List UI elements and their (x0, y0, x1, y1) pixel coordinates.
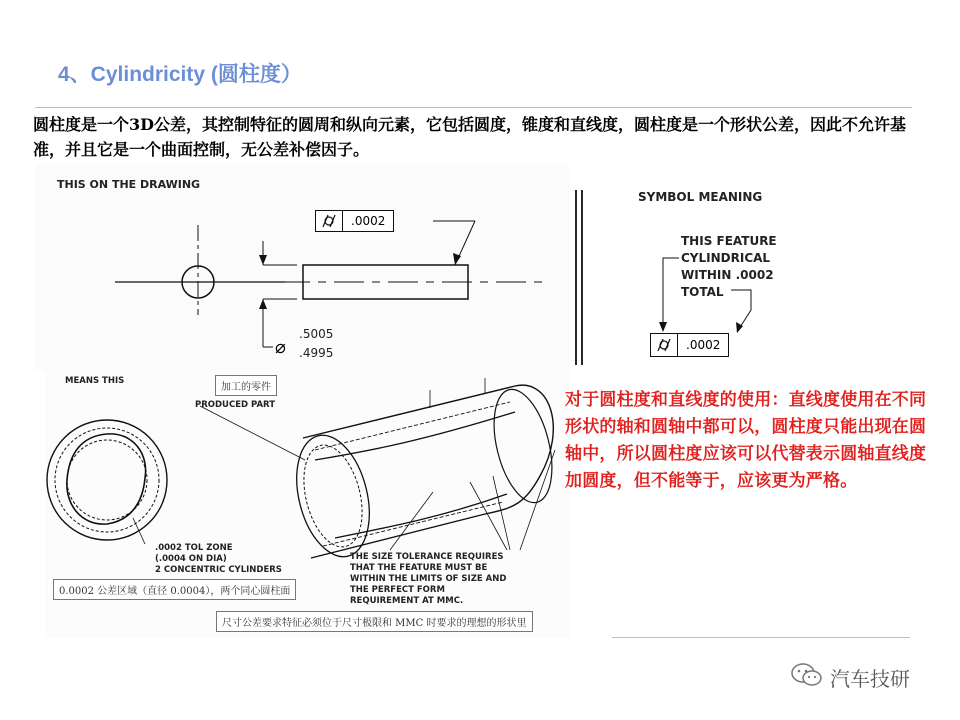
symbol-line-1: THIS FEATURE (681, 234, 777, 248)
size-req-line-5: REQUIREMENT AT MMC. (350, 596, 464, 606)
intro-paragraph: 圆柱度是一个3D公差，其控制特征的圆周和纵向元素，它包括圆度，锥度和直线度，圆柱度是一个形状公差，因此不允许基准，并且它是一个曲面控制，无公差补偿因子。 (33, 115, 907, 159)
cylindricity-symbol-icon (316, 211, 343, 231)
size-req-line-2: THAT THE FEATURE MUST BE (350, 563, 488, 573)
diameter-symbol-icon: ⌀ (275, 337, 286, 358)
drawing-fcf-value: .0002 (351, 214, 386, 228)
drawing-heading: THIS ON THE DRAWING (57, 178, 201, 191)
produced-part-cn: 加工的零件 (215, 375, 277, 396)
symbol-meaning-panel (595, 180, 795, 360)
section-separator (573, 190, 585, 365)
symbol-line-4: TOTAL (681, 285, 724, 299)
tol-zone-line-2: (.0004 ON DIA) (155, 554, 227, 564)
tol-zone-line-1: .0002 TOL ZONE (155, 543, 233, 553)
wechat-icon (790, 662, 824, 693)
tol-zone-cn: 0.0002 公差区域（直径 0.0004），两个同心圆柱面 (53, 579, 296, 600)
watermark-text: 汽车技研 (830, 667, 910, 691)
drawing-panel (35, 165, 570, 370)
usage-note: 对于圆柱度和直线度的使用：直线度使用在不同形状的轴和圆轴中都可以，圆柱度只能出现在圆轴中，所以圆柱度应该可以代替表示圆轴直线度加圆度，但不能等于，应该更为严格。 (565, 390, 927, 491)
drawing-feature-control-frame (315, 210, 394, 232)
means-heading: MEANS THIS (65, 376, 125, 386)
cylindricity-symbol-icon (651, 334, 678, 356)
page-title: 4、Cylindricity (圆柱度） (58, 63, 302, 86)
watermark (790, 662, 910, 693)
symbol-line-3: WITHIN .0002 (681, 268, 774, 282)
title-divider (35, 107, 912, 108)
dimension-lower: .4995 (299, 346, 334, 360)
bottom-divider (612, 637, 910, 638)
symbol-fcf-value: .0002 (686, 338, 721, 352)
symbol-feature-control-frame (650, 333, 729, 357)
means-this-panel (45, 368, 570, 638)
produced-part-label: PRODUCED PART (195, 400, 276, 410)
symbol-line-2: CYLINDRICAL (681, 251, 771, 265)
size-req-line-1: THE SIZE TOLERANCE REQUIRES (350, 552, 504, 562)
symbol-heading: SYMBOL MEANING (638, 190, 763, 204)
dimension-upper: .5005 (299, 327, 334, 341)
tol-zone-line-3: 2 CONCENTRIC CYLINDERS (155, 565, 282, 575)
size-req-line-4: THE PERFECT FORM (350, 585, 445, 595)
size-req-cn: 尺寸公差要求特征必须位于尺寸极限和 MMC 时要求的理想的形状里 (216, 611, 533, 632)
size-req-line-3: WITHIN THE LIMITS OF SIZE AND (350, 574, 507, 584)
